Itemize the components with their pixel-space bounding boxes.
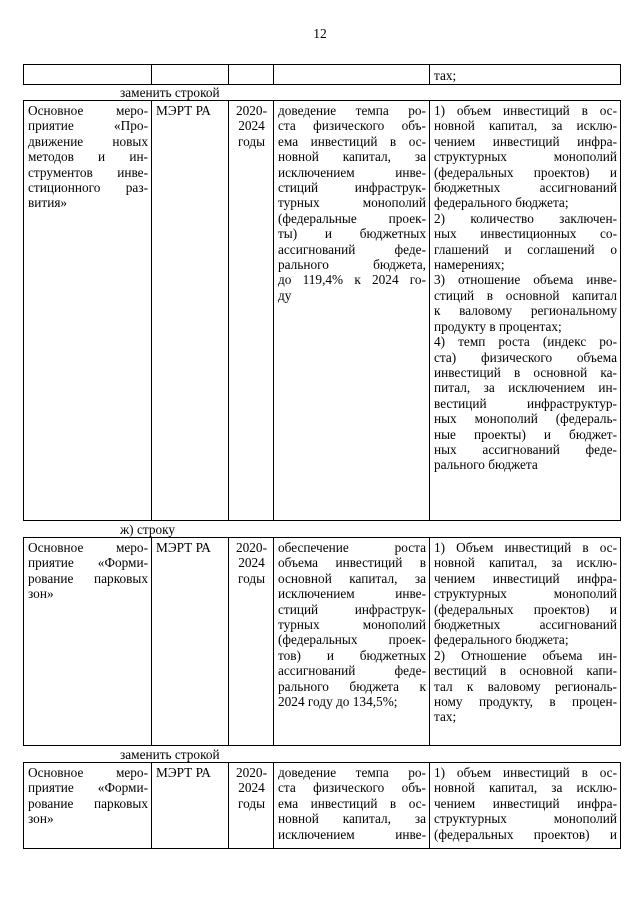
text-line: бюджетных ассигнований: [434, 617, 617, 633]
text-line: (федеральных проектов) и: [434, 826, 617, 842]
text-line: Основное меро-: [28, 103, 148, 118]
text-line: тал к валовому региональ-: [434, 678, 617, 694]
text-line: стиций инфраструк-: [278, 601, 426, 617]
text-line: ду: [278, 287, 292, 303]
top-cell-goal: [274, 65, 430, 85]
row3-activity: [24, 763, 151, 827]
text-line: стиций в основной капитал: [434, 287, 617, 303]
text-line: новной капитал, за: [278, 149, 426, 165]
row2-indicators-cell: [430, 538, 621, 746]
text-line: ных монополий (федераль-: [434, 411, 617, 427]
text-line: вития»: [28, 195, 68, 211]
top-continuation-table: [23, 64, 621, 85]
text-line: турных монополий: [278, 617, 426, 633]
text-line: исключением инве-: [278, 826, 426, 842]
text-line: (федеральных проек-: [278, 632, 426, 648]
row3-indicators-cell: [430, 763, 621, 849]
text-line: ассигнований феде-: [278, 663, 426, 679]
text-line: объема инвестиций в: [278, 555, 426, 571]
row3-period-cell: [229, 763, 274, 849]
text-line: ассигнований феде-: [278, 241, 426, 257]
text-line: (федеральных проектов) и: [434, 601, 617, 617]
text-line: струментов инве-: [28, 164, 148, 180]
row1-period: [229, 101, 273, 149]
text-line: ных инвестиционных со-: [434, 226, 617, 242]
row2-activity-cell: [24, 538, 152, 746]
row1-indicators-cell: [430, 101, 621, 521]
text-line: годы: [237, 795, 266, 811]
row2-period: [229, 538, 273, 586]
row2-period-cell: [229, 538, 274, 746]
text-line: намерениях;: [434, 257, 505, 273]
text-line: рование парковых: [28, 795, 148, 811]
text-line: 2020-: [235, 540, 268, 555]
text-line: 1) объем инвестиций в ос-: [434, 103, 617, 118]
text-line: основной капитал, за: [278, 570, 426, 586]
text-line: новной капитал, за: [278, 811, 426, 827]
caption-row-zh: ж) строку: [120, 522, 176, 537]
text-line: ных ассигнований феде-: [434, 441, 617, 457]
text-line: Основное меро-: [28, 540, 148, 555]
row2-executor-cell: [152, 538, 229, 746]
text-line: чением инвестиций инфра-: [434, 570, 617, 586]
text-line: ема инвестиций в ос-: [278, 795, 426, 811]
text-line: приятие «Форми-: [28, 780, 148, 796]
text-line: 2024: [238, 118, 265, 134]
text-line: питал, за исключением ин-: [434, 380, 617, 396]
text-line: чением инвестиций инфра-: [434, 133, 617, 149]
text-line: 2) Отношение объема ин-: [434, 647, 617, 663]
row1-activity-cell: [24, 101, 152, 521]
text-line: ста физического объ-: [278, 780, 426, 796]
text-line: стиций инфраструк-: [278, 180, 426, 196]
text-line: 1) объем инвестиций в ос-: [434, 765, 617, 780]
text-line: глашений и соглашений о: [434, 241, 617, 257]
text-line: федерального бюджета;: [434, 632, 569, 648]
top-cell-executor: [152, 65, 229, 85]
text-line: ному продукту, в процен-: [434, 694, 617, 710]
top-indicator-text: тах;: [434, 68, 457, 83]
row2-indicators: [430, 538, 620, 725]
text-line: к валовому региональному: [434, 303, 617, 319]
text-line: тах;: [434, 709, 457, 725]
row3-executor-cell: [152, 763, 229, 849]
text-line: турных монополий: [278, 195, 426, 211]
row1-goal-cell: [274, 101, 430, 521]
text-line: годы: [237, 570, 266, 586]
row3-goal-cell: [274, 763, 430, 849]
text-line: тов) и бюджетных: [278, 647, 426, 663]
text-line: новной капитал, за исклю-: [434, 555, 617, 571]
text-line: (федеральные проек-: [278, 210, 426, 226]
page-number: 12: [313, 26, 327, 41]
text-line: рального бюджета к: [278, 678, 426, 694]
text-line: 2024 году до 134,5%;: [278, 694, 398, 710]
text-line: ста) физического объема: [434, 349, 617, 365]
row3-period: [229, 763, 273, 811]
text-line: 2) количество заключен-: [434, 210, 617, 226]
row1-executor: МЭРТ РА: [156, 103, 211, 118]
caption-replace-3: заменить строкой: [120, 747, 220, 762]
text-line: вестиций инфраструктур-: [434, 395, 617, 411]
text-line: зон»: [28, 586, 54, 602]
row1-activity: [24, 101, 151, 211]
text-line: структурных монополий: [434, 149, 617, 165]
text-line: Основное меро-: [28, 765, 148, 780]
text-line: структурных монополий: [434, 586, 617, 602]
row1-indicators: [430, 101, 620, 473]
text-line: 2024: [238, 555, 265, 571]
text-line: ты) и бюджетных: [278, 226, 426, 242]
text-line: доведение темпа ро-: [278, 103, 426, 118]
text-line: ема инвестиций в ос-: [278, 133, 426, 149]
text-line: движение новых: [28, 133, 148, 149]
top-cell-activity: [24, 65, 152, 85]
text-line: 2024: [238, 780, 265, 796]
replacement-table-3: [23, 762, 621, 849]
text-line: 2020-: [235, 765, 268, 780]
text-line: рального бюджета,: [278, 257, 426, 273]
text-line: стиционного раз-: [28, 180, 148, 196]
text-line: бюджетных ассигнований: [434, 180, 617, 196]
text-line: исключением инве-: [278, 164, 426, 180]
text-line: ста физического объ-: [278, 118, 426, 134]
text-line: (федеральных проектов) и: [434, 164, 617, 180]
text-line: приятие «Форми-: [28, 555, 148, 571]
text-line: методов и ин-: [28, 149, 148, 165]
text-line: рального бюджета: [434, 457, 538, 473]
row3-indicators: [430, 763, 620, 842]
row2-goal: [274, 538, 429, 709]
text-line: исключением инве-: [278, 586, 426, 602]
text-line: доведение темпа ро-: [278, 765, 426, 780]
top-cell-period: [229, 65, 274, 85]
row1-period-cell: [229, 101, 274, 521]
text-line: 4) темп роста (индекс ро-: [434, 334, 617, 350]
caption-replace-1: заменить строкой: [120, 85, 220, 100]
row3-activity-cell: [24, 763, 152, 849]
text-line: чением инвестиций инфра-: [434, 795, 617, 811]
row3-goal: [274, 763, 429, 842]
text-line: федерального бюджета;: [434, 195, 569, 211]
row1-executor-cell: [152, 101, 229, 521]
row3-executor: МЭРТ РА: [156, 765, 211, 780]
text-line: приятие «Про-: [28, 118, 148, 134]
row1-goal: [274, 101, 429, 303]
text-line: новной капитал, за исклю-: [434, 780, 617, 796]
text-line: зон»: [28, 811, 54, 827]
text-line: до 119,4% к 2024 го-: [278, 272, 426, 288]
text-line: годы: [237, 133, 266, 149]
original-table-2: [23, 537, 621, 746]
text-line: продукту в процентах;: [434, 318, 562, 334]
row2-goal-cell: [274, 538, 430, 746]
text-line: рование парковых: [28, 570, 148, 586]
text-line: обеспечение роста: [278, 540, 426, 555]
text-line: 1) Объем инвестиций в ос-: [434, 540, 617, 555]
text-line: 2020-: [235, 103, 268, 118]
text-line: инвестиций в основной ка-: [434, 364, 617, 380]
text-line: структурных монополий: [434, 811, 617, 827]
text-line: новной капитал, за исклю-: [434, 118, 617, 134]
text-line: ные проекты) и бюджет-: [434, 426, 617, 442]
replacement-table-1: [23, 100, 621, 521]
top-cell-indicators: [430, 65, 621, 85]
text-line: вестиций в основной капи-: [434, 663, 617, 679]
row2-executor: МЭРТ РА: [156, 540, 211, 555]
row2-activity: [24, 538, 151, 602]
text-line: 3) отношение объема инве-: [434, 272, 617, 288]
